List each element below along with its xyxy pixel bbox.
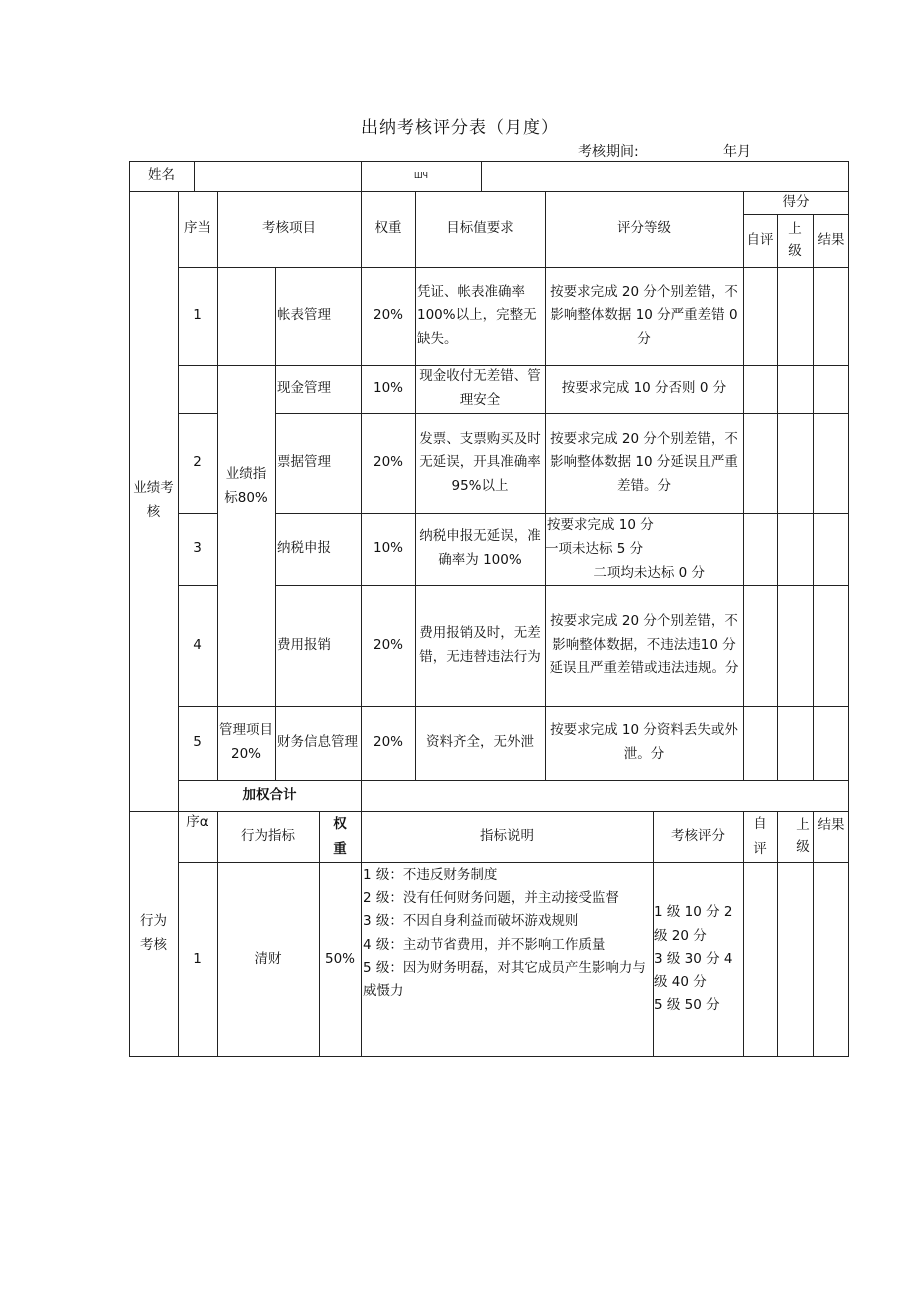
beh-result-header: 结果 xyxy=(817,817,845,833)
form-title: 出纳考核评分表（月度） xyxy=(361,118,559,138)
row-weight: 10% xyxy=(372,540,403,557)
period-label: 考核期间: xyxy=(578,144,639,160)
row-target: 凭证、帐表准确率100%以上，完整无缺失。 xyxy=(417,283,537,347)
row-seq: 4 xyxy=(193,636,202,653)
row-weight: 20% xyxy=(372,734,403,751)
row-weight: 20% xyxy=(372,636,403,653)
group-management: 管理项目20% xyxy=(219,722,273,762)
beh-row-rating: 1 级 10 分 2级 20 分 3 级 30 分 4级 40 分 5 级 50 分 xyxy=(654,904,733,1014)
beh-row-indicator: 清财 xyxy=(254,950,282,967)
beh-row-weight: 50% xyxy=(324,950,355,967)
grade-line: 按要求完成 10 分 xyxy=(547,516,654,533)
row-grade: 按要求完成 20 分个别差错，不影响整体数据 10 分严重差错 0 分 xyxy=(550,283,738,347)
row-weight: 20% xyxy=(372,307,403,324)
row-item: 现金管理 xyxy=(277,380,331,397)
group-performance: 业绩指标80% xyxy=(224,465,268,506)
performance-section-label: 业绩考核 xyxy=(133,480,174,520)
perf-seq-header: 序当 xyxy=(184,220,211,237)
row-grade: 按要求完成 10 分资料丢失或外泄。分 xyxy=(550,722,738,762)
row-target: 纳税申报无延误，准确率为 100% xyxy=(419,528,541,568)
perf-score-header: 得分 xyxy=(782,193,810,210)
behavior-section-label: 行为考核 xyxy=(140,913,167,953)
beh-seq-header: 序α xyxy=(186,814,209,830)
grade-line: 一项未达标 5 分 xyxy=(545,540,644,557)
row-item: 财务信息管理 xyxy=(277,734,358,751)
row-weight: 10% xyxy=(372,380,403,397)
perf-grade-header: 评分等级 xyxy=(617,220,671,237)
beh-weight-header: 权重 xyxy=(333,816,347,857)
row-item: 帐表管理 xyxy=(277,307,331,324)
beh-row-description: 1 级：不违反财务制度 2 级：没有任何财务问题，并主动接受监督 3 级：不因自身利益而破坏游戏规则 4 级：主动节省费用，并不影响工作质量 5 级：因为财务明磊，对其它成员产生影响力与威慑力 xyxy=(363,867,646,1000)
perf-item-header: 考核项目 xyxy=(262,220,316,237)
row-target: 发票、支票购买及时无延误，开具准确率 95%以上 xyxy=(419,430,541,494)
assessment-period xyxy=(578,141,751,161)
row-grade xyxy=(545,513,743,585)
row-item: 费用报销 xyxy=(277,636,331,653)
row-grade: 按要求完成 10 分否则 0 分 xyxy=(561,380,727,397)
beh-self-header: 自评 xyxy=(753,816,767,857)
beh-indicator-header: 行为指标 xyxy=(241,827,295,844)
row-seq: 3 xyxy=(193,540,202,557)
row-item: 票据管理 xyxy=(277,454,331,471)
row-seq: 5 xyxy=(193,734,202,751)
weighted-total-label: 加权合计 xyxy=(242,786,297,803)
grade-line: 二项均未达标 0 分 xyxy=(593,565,705,582)
perf-weight-header: 权重 xyxy=(374,220,402,237)
row-seq: 2 xyxy=(193,454,202,471)
period-year-month: 年月 xyxy=(723,144,751,160)
row-seq xyxy=(178,365,217,413)
department-label: ШЧ xyxy=(413,171,429,180)
perf-self-header: 自评 xyxy=(746,231,774,248)
perf-target-header: 目标值要求 xyxy=(446,220,514,237)
perf-result-header: 结果 xyxy=(817,231,845,248)
beh-description-header: 指标说明 xyxy=(480,827,534,844)
perf-superior-header: 上级 xyxy=(788,220,802,259)
row-target: 现金收付无差错、管理安全 xyxy=(419,368,541,408)
assessment-table xyxy=(129,161,849,1057)
row-weight: 20% xyxy=(372,454,403,471)
name-field[interactable] xyxy=(194,161,361,191)
row-target: 费用报销及时，无差错，无违替违法行为 xyxy=(419,624,541,665)
row-grade: 按要求完成 20 分个别差错，不影响整体数据，不违法违10 分延误且严重差错或违法违规。分 xyxy=(549,613,739,677)
row-item: 纳税申报 xyxy=(277,540,331,557)
department-field[interactable] xyxy=(481,161,849,191)
name-label: 姓名 xyxy=(148,167,175,184)
beh-row-seq: 1 xyxy=(193,950,202,967)
row-target: 资料齐全，无外泄 xyxy=(426,734,534,751)
beh-superior-header: 上级 xyxy=(796,816,810,855)
beh-rating-header: 考核评分 xyxy=(671,827,725,844)
row-seq: 1 xyxy=(193,307,202,324)
row-grade: 按要求完成 20 分个别差错，不影响整体数据 10 分延误且严重差错。分 xyxy=(550,430,738,494)
